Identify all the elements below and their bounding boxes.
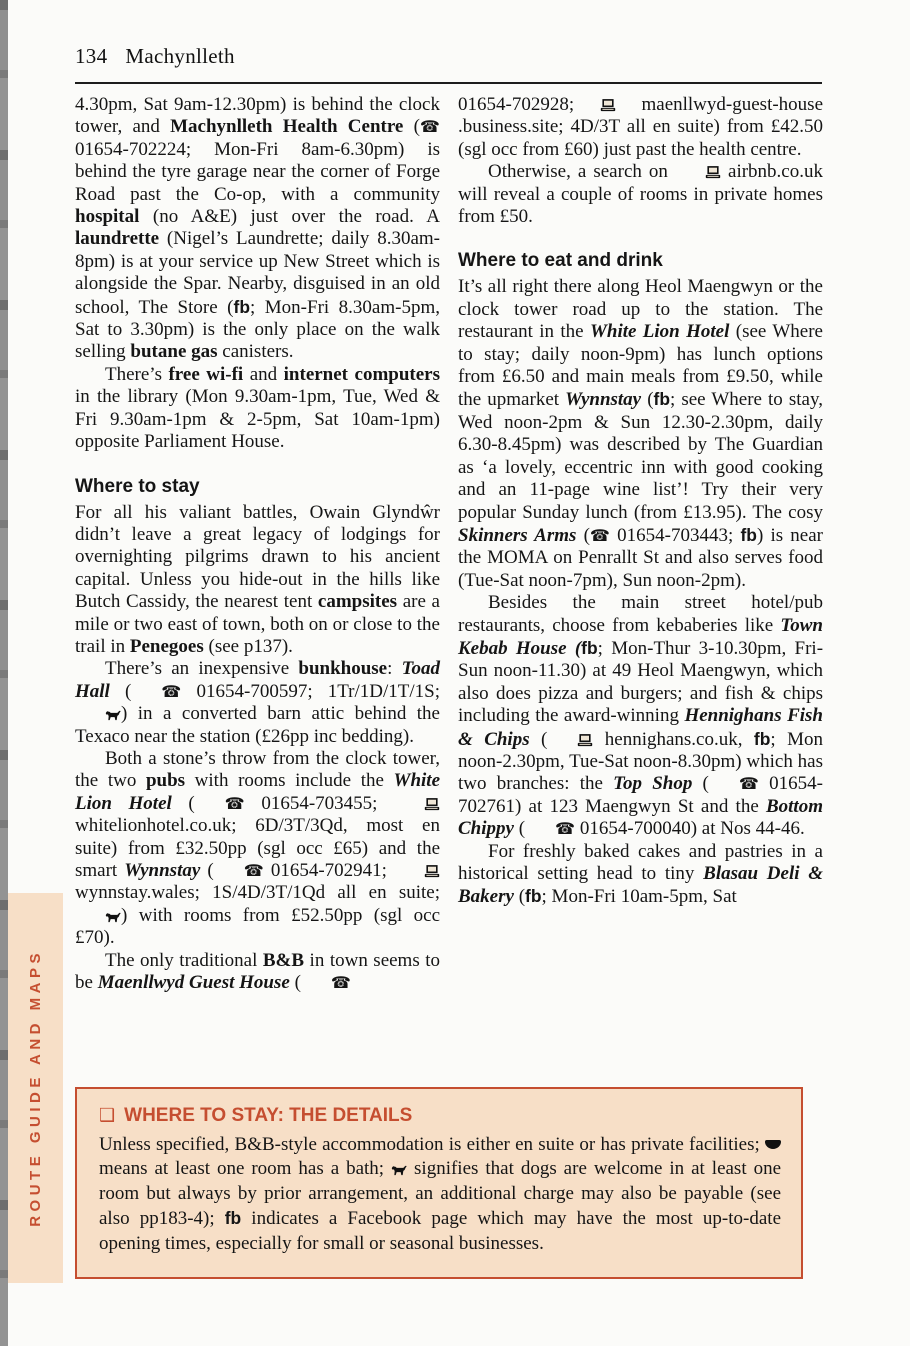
paragraph [75,502,440,659]
text-run: ( [566,637,582,659]
text-run: There’s [105,363,169,385]
paragraph [458,161,823,228]
text-run: White Lion Hotel [589,321,730,343]
text-run: ( [171,792,195,814]
section-heading: Where to stay [75,475,200,497]
telephone-icon: ☎ [243,861,264,880]
telephone-icon: ☎ [589,525,611,545]
section-heading: Where to eat and drink [458,250,663,272]
paragraph [75,748,440,950]
info-box-title-text: WHERE TO STAY: THE DETAILS [124,1105,413,1126]
text-run: Machynlleth Health Centre [170,116,404,138]
text-run: Wynnstay [124,860,201,881]
text-run: 01654-700597; 1Tr/1D/1T/1S; [181,680,440,702]
scan-edge [0,0,8,1346]
text-run: 01654-702761) at 123 Maengwyn St and the [458,773,823,817]
text-run: 01654-702928; [458,94,600,115]
text-run: ( [200,860,214,881]
text-run: ; Mon noon-2.30pm, Tue-Sat noon-8.30pm) which has two branches: the [458,728,823,795]
telephone-icon: ☎ [161,681,182,701]
text-run: and [243,363,284,385]
text-run: ( [109,680,132,702]
facebook-label: fb [740,524,757,545]
text-run: maenllwyd-guest-house .business.site; 4D/3T all en suite) from £42.50 (sgl occ from £60) just past the health centre. [458,94,823,160]
facebook-label: fb [224,1208,242,1229]
left-column [75,94,440,994]
dog-icon [391,1160,407,1179]
text-run: canisters. [217,341,294,363]
text-run: ) in a converted barn attic behind the Texaco near the station (£26pp inc bedding). [75,703,440,747]
text-run: ( [692,773,709,795]
page-number: 134 [75,44,108,68]
info-box-title [99,1105,781,1127]
text-run: pubs [145,770,186,792]
text-run: White Lion Hotel [75,770,440,814]
facebook-label: fb [525,886,542,907]
text-run: with rooms include the [185,770,394,792]
bath-icon [765,1140,781,1149]
sidebar-strip [8,893,63,1283]
text-run: bunkhouse [298,658,388,680]
paragraph [75,950,440,995]
text-run: ; Mon-Thur 3-10.30pm, Fri-Sun noon-11.30) at 49 Heol Maengwyn, which also does pizza and burgers; and fish & chips including the award-winning [458,637,824,727]
text-run: 4.30pm, Sat 9am-12.30pm) is behind the clock tower, and [75,94,440,138]
computer-icon [600,96,616,115]
text-run: hennighans.co.uk, [593,728,754,750]
text-run: (no A&E) just over the road. A [139,206,440,228]
facebook-label: fb [753,728,771,749]
header-rule [75,82,822,84]
text-run: Unless specified, B&B-style accommodation is either en suite or has private facilities; [99,1134,765,1155]
info-box-body [99,1133,781,1256]
page-header [75,44,821,69]
text-run: Maenllwyd Guest House [97,972,290,994]
text-run: Top Shop [613,773,693,795]
text-run: indicates a Facebook page which may have the most up-to-date opening times, especially for small or seasonal businesses. [99,1208,782,1254]
text-run: Town Kebab House [458,614,823,659]
text-run: in town seems to be [75,949,440,994]
text-run: ( [403,116,420,138]
text-run: Both a stone’s throw from the clock tower, the two [75,747,440,792]
text-run: (see p137). [203,635,293,657]
text-run: ( [289,972,301,994]
telephone-icon: ☎ [330,973,351,993]
telephone-icon: ☎ [555,819,576,839]
text-run: wynnstay.wales; 1S/4D/3T/1Qd all en suite; [75,882,440,904]
text-run: Wynnstay [565,389,642,411]
telephone-icon: ☎ [224,793,245,813]
text-run: means at least one room has a bath; [99,1158,392,1180]
dog-icon [75,907,121,926]
text-run: (see Where to stay; daily noon-9pm) has lunch options from £6.50 and main meals from £9.50, while the upmarket [458,321,823,411]
text-run: B&B [262,949,305,971]
paragraph [75,658,440,748]
text-run: ( [576,524,590,546]
text-run: airbnb.co.uk will reveal a couple of rooms in private homes from £50. [458,161,823,228]
text-run: ; see Where to stay, Wed noon-2pm & Sun 12.30-2.30pm, daily 6.30-8.45pm) was described by The Guardian as ‘a lovely, eccentric inn with good cooking and an 11-page wine list’! Try their very popular Sunday lunch (from £13.95). The cosy [458,389,823,523]
text-run: ) with rooms from £52.50pp (sgl occ £70). [75,904,440,949]
paragraph [458,841,823,909]
info-box [75,1087,803,1279]
text-run: ; Mon-Fri 8.30am-5pm, Sat to 3.30pm) is the only place on the walk selling [75,296,440,363]
text-run: laundrette [75,228,160,250]
text-run: For freshly baked cakes and pastries in a historical setting head to tiny [458,840,823,884]
right-column [458,94,823,909]
text-run: butane gas [130,341,218,363]
text-run: Hennighans Fish & Chips [458,705,823,750]
text-run: ( [513,886,526,908]
text-run: free wi-fi [168,363,244,385]
text-run: in the library (Mon 9.30am-1pm, Tue, Wed & Fri 9.30am-1pm & 2-5pm, Sat 10am-1pm) opposite Parliament House. [75,386,440,453]
paragraph [75,364,440,454]
text-run: (Nigel’s Laundrette; daily 8.30am-8pm) is at your service up New Street which is alongside the Spar. Nearby, disguised in an old school, The Store ( [75,228,440,318]
text-run: whitelionhotel.co.uk; 6D/3T/3Qd, most en suite) from £32.50pp (sgl occ £65) and the smart [75,815,440,881]
sidebar-label: ROUTE GUIDE AND MAPS [27,949,44,1227]
text-run: ( [513,818,526,840]
text-run: campsites [317,591,398,613]
text-run: 01654-700040) at Nos 44-46. [575,818,805,840]
text-run: : [387,658,402,680]
facebook-label: fb [653,389,671,410]
text-run: ( [529,728,548,750]
text-run: internet computers [283,363,440,385]
page-title: Machynlleth [125,44,235,68]
text-run: ) is near the MOMA on Penrallt St and also serves food (Tue-Sat noon-7pm), Sun noon-2pm). [458,524,823,591]
paragraph [458,94,823,161]
computer-icon [547,731,593,750]
telephone-icon: ☎ [419,117,441,137]
paragraph [458,276,823,592]
telephone-icon: ☎ [738,774,759,794]
text-run: 01654-702224; Mon-Fri 8am-6.30pm) is behind the tyre garage near the corner of Forge Road past the Co-op, with a community [75,138,440,205]
text-run: signifies that dogs are welcome in at least one room but always by prior arrangement, an additional charge may also be payable (see also pp183-4); [99,1158,781,1230]
text-run: The only traditional [105,949,263,971]
dog-icon [75,705,121,724]
text-run: are a mile or two east of town, both on or close to the trail in [75,591,440,657]
text-run: 01654-703443; [610,524,741,546]
text-run: Toad Hall [75,658,441,702]
computer-icon [675,163,721,182]
facebook-label: fb [233,296,250,317]
paragraph [75,94,440,364]
text-run: It’s all right there along Heol Maengwyn or the clock tower road up to the station. The restaurant in the [458,276,823,343]
text-run: Bottom Chippy [458,795,823,840]
text-run: Otherwise, a search on [488,161,675,183]
text-run: There’s an inexpensive [105,658,299,680]
text-run: Blasau Deli & Bakery [458,863,823,908]
text-run: Skinners Arms [458,524,577,546]
text-run: hospital [75,206,140,228]
computer-icon [394,862,440,881]
text-run: ; Mon-Fri 10am-5pm, Sat [541,886,737,908]
text-run: For all his valiant battles, Owain Glyndŵr didn’t leave a great legacy of lodgings for overnighting pilgrims drawn to his ancient capital. Unless you hide-out in the hills like Butch Cassidy, the nearest tent [75,501,440,613]
paragraph [458,592,823,840]
checkbox-icon: ❑ [99,1105,116,1126]
text-run: Penegoes [129,635,204,657]
facebook-label: fb [581,637,598,658]
computer-icon [394,795,440,814]
text-run: ( [641,389,654,411]
text-run: Besides the main street hotel/pub restaurants, choose from kebaberies like [458,592,823,636]
text-run: 01654-703455; [244,792,394,814]
text-run: 01654-702941; [263,860,395,881]
